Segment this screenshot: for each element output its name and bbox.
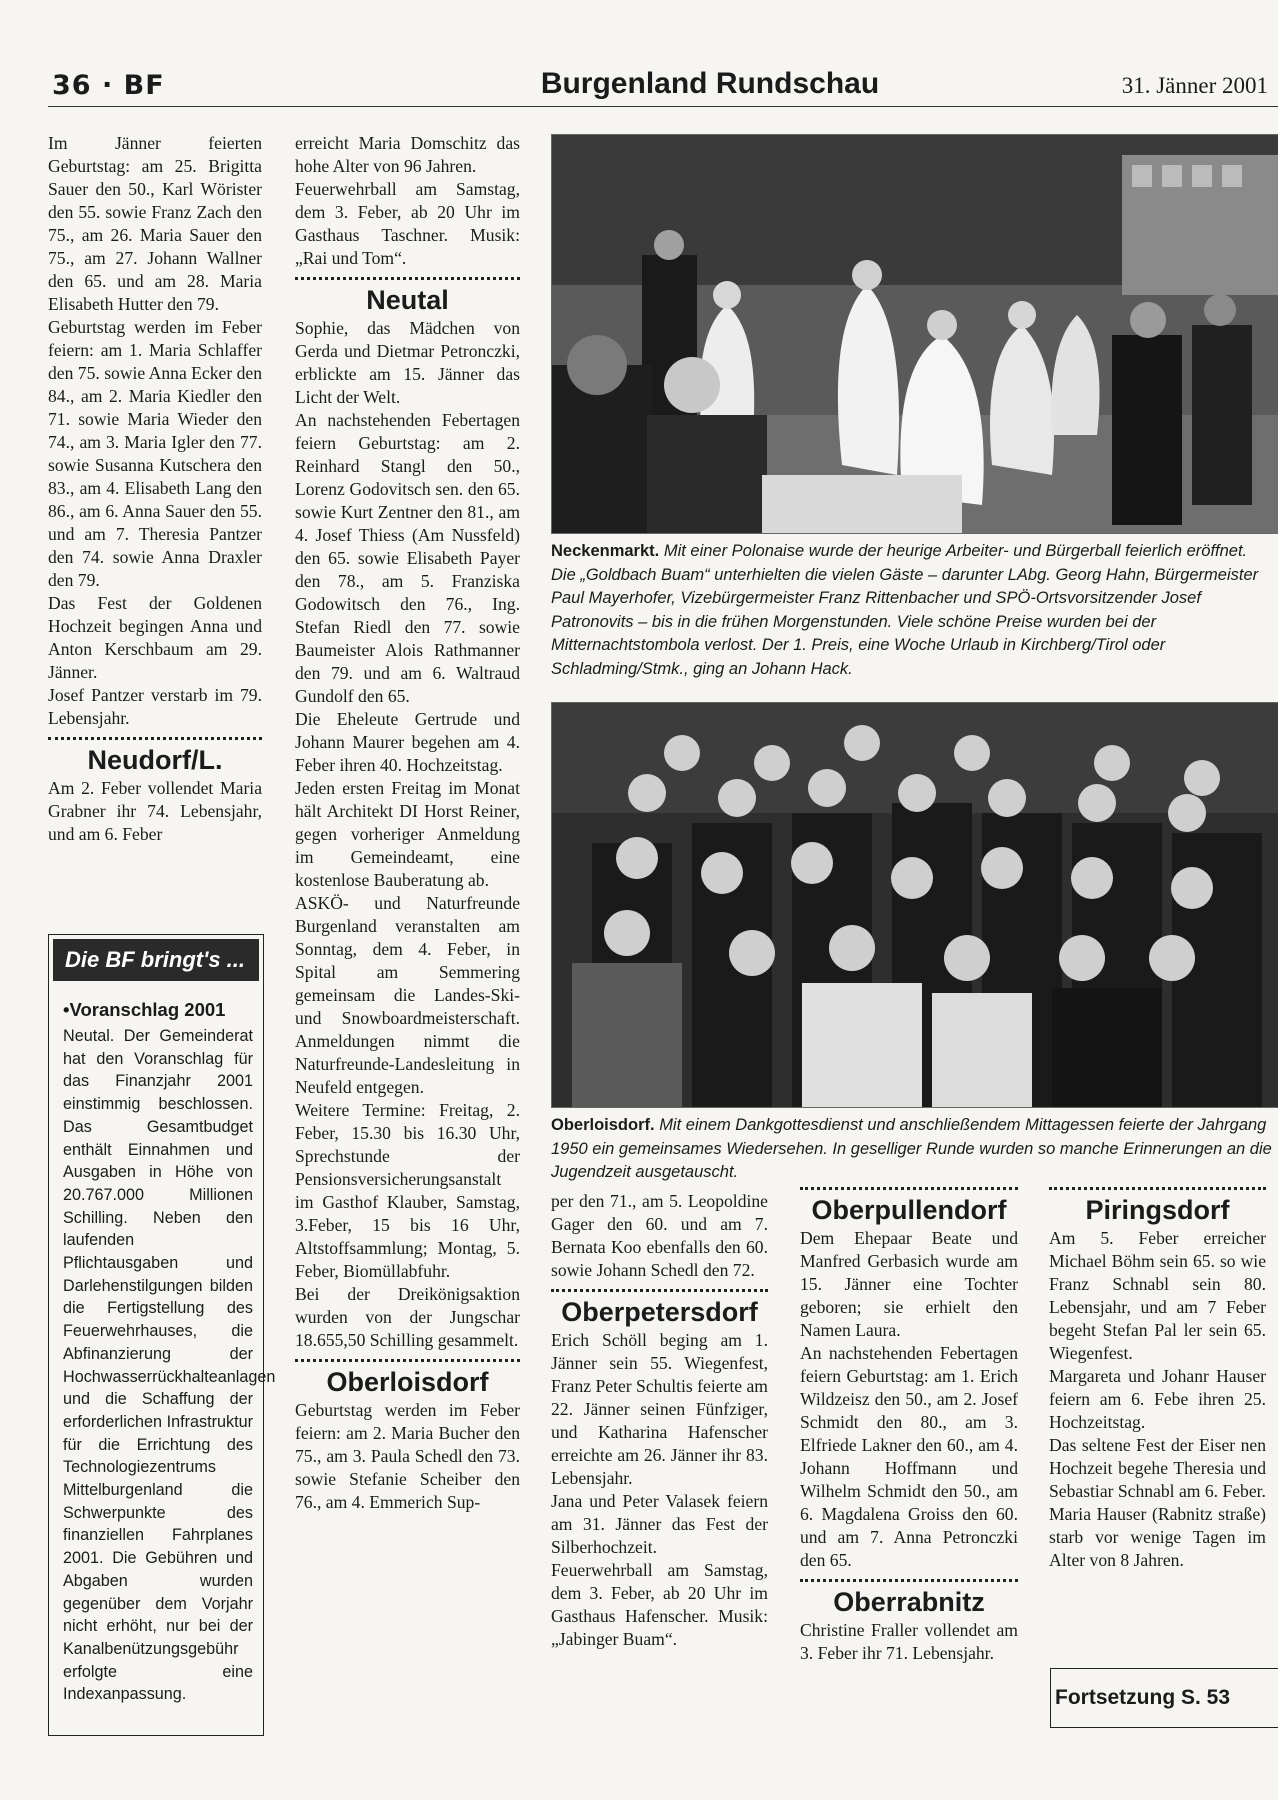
dotted-divider: [295, 277, 520, 280]
article-paragraph: Weitere Termine: Freitag, 2. Feber, 15.30 bis 16.30 Uhr, Sprechstunde der Pensionsversicherungsanstalt im Gasthof Klauber, Samstag, 3.Feber, 15 bis 16 Uhr, Altstoffsammlung; Montag, 5. Feber, Biomüllabfuhr.: [295, 1100, 520, 1281]
dotted-divider: [1049, 1187, 1266, 1190]
dotted-divider: [295, 1359, 520, 1362]
article-paragraph: Jana und Peter Valasek feiern am 31. Jänner das Fest der Silberhochzeit.: [551, 1491, 768, 1557]
article-paragraph: Sophie, das Mädchen von Gerda und Dietmar Petronczki, erblickte am 15. Jänner das Licht der Welt.: [295, 318, 520, 407]
article-paragraph: Am 5. Feber erreicher Michael Böhm sein 65. so wie Franz Schnabl sein 80. Lebensjahr, und am 7 Feber begeht Stefan Pal ler sein 65. Wiegenfest.: [1049, 1228, 1266, 1363]
section-heading-oberpetersdorf: Oberpetersdorf: [561, 1297, 758, 1327]
issue-date: 31. Jänner 2001: [1121, 73, 1268, 98]
article-paragraph: Im Jänner feierten Geburtstag: am 25. Brigitta Sauer den 50., Karl Wörister den 55. sowie Franz Zach den 75., am 26. Maria Sauer den 75., am 27. Johann Wallner den 65. und am 28. Maria Elisabeth Hutter den 79.: [48, 133, 262, 314]
photo-ball-polonaise: [551, 134, 1278, 534]
section-heading-oberrabnitz: Oberrabnitz: [833, 1587, 985, 1617]
section-heading-oberloisdorf: Oberloisdorf: [326, 1367, 489, 1397]
article-paragraph: Feuerwehrball am Samstag, dem 3. Feber, ab 20 Uhr im Gasthaus Hafenscher. Musik: „Jabinger Buam“.: [551, 1560, 768, 1649]
info-box: [48, 934, 276, 1736]
caption-text: Mit einer Polonaise wurde der heurige Arbeiter- und Bürgerball feierlich eröffnet. Die „Goldbach Buam“ unterhielten die vielen Gäste – darunter LAbg. Georg Hahn, Bürgermeister Paul Mayerhofer, Vizebürgermeister Franz Rittenbacher und SPÖ-Ortsvorsitzender Josef Patronovits – bis in die frühen Morgenstunden. Viele schöne Preise wurden bei der Mitternachtstombola verlost. Der 1. Preis, eine Woche Urlaub in Kirchberg/Tirol oder Schladming/Stmk., ging an Johann Hack.: [551, 542, 1259, 678]
article-paragraph: Erich Schöll beging am 1. Jänner sein 55. Wiegenfest, Franz Peter Schultis feierte am 22. Jänner seinen Fünfziger, und Katharina Hafenscher erreichte am 26. Jänner ihr 83. Lebensjahr.: [551, 1330, 768, 1488]
newspaper-title: Burgenland Rundschau: [540, 67, 880, 100]
article-paragraph: Geburtstag werden im Feber feiern: am 1. Maria Schlaffer den 75. sowie Anna Ecker den 84., am 2. Maria Kiedler den 71. sowie Maria Wieder den 74., am 3. Maria Igler den 77. sowie Susanna Kutschera den 83., am 4. Elisabeth Lang den 86., am 6. Anna Sauer den 55. und am 7. Theresia Pantzer den 74. sowie Anna Draxler den 79.: [48, 317, 262, 590]
page-number: 36 · BF: [52, 70, 165, 101]
section-heading-piringsdorf: Piringsdorf: [1085, 1195, 1230, 1225]
article-paragraph: An nachstehenden Febertagen feiern Geburtstag: am 2. Reinhard Stangl den 50., Lorenz Godovitsch sen. den 65. sowie Kurt Zentner den 81., am 4. Josef Thiess (Am Nussfeld) den 65. sowie Elisabeth Payer den 78., am 5. Franziska Godowitsch den 76., Ing. Stefan Riedl den 77. sowie Baumeister Alois Rathmanner den 79. und am 6. Waltraud Gundolf den 65.: [295, 410, 520, 706]
section-heading-neutal: Neutal: [366, 285, 449, 315]
article-paragraph: ASKÖ- und Naturfreunde Burgenland veranstalten am Sonntag, dem 4. Feber, in Spital am Semmering gemeinsam die Landes-Ski- und Snowboardmeisterschaft. Anmeldungen nimmt die Naturfreunde-Landesleitung in Neufeld entgegen.: [295, 893, 520, 1097]
photo-2-caption: [551, 1114, 1275, 1185]
photo-ball-image: [552, 135, 1278, 533]
column-4: [800, 1180, 1018, 1665]
dotted-divider: [551, 1289, 768, 1292]
info-box-text: Neutal. Der Gemeinderat hat den Voranschlag für das Finanzjahr 2001 einstimmig beschlossen. Das Gesamtbudget enthält Einnahmen und Ausgaben in Höhe von 20.767.000 Millionen Schilling. Neben den laufenden Pflichtausgaben und Darlehenstilgungen bilden die Fertigstellung des Feuerwehrhauses, die Abfinanzierung der Hochwasserrückhalteanlagen und die Schaffung der erforderlichen Infrastruktur für die Errichtung des Technologiezentrums Mittelburgenland die Schwerpunkte des finanziellen Fahrplanes 2001. Die Gebühren und Abgaben wurden gegenüber dem Vorjahr nicht erhöht, nur bei der Kanalbenützungsgebühr erfolgte eine Indexanpassung.: [63, 1027, 276, 1704]
caption-place: Neckenmarkt.: [551, 542, 660, 560]
section-heading-neudorf: Neudorf/L.: [87, 745, 223, 775]
section-heading-oberpullendorf: Oberpullendorf: [811, 1195, 1007, 1225]
photo-1-caption: [551, 540, 1275, 681]
article-paragraph: An nachstehenden Febertagen feiern Geburtstag: am 1. Erich Wildzeisz den 50., am 2. Josef Schmidt den 80., am 3. Elfriede Lakner den 60., am 4. Johann Hoffmann und Wilhelm Schmidt den 50., am 6. Magdalena Groiss den 60. und am 7. Anna Petronczki den 65.: [800, 1343, 1018, 1570]
dotted-divider: [48, 737, 262, 740]
article-paragraph: Jeden ersten Freitag im Monat hält Architekt DI Horst Reiner, gegen vorheriger Anmeldung im Gemeindeamt, eine kostenlose Bauberatung ab.: [295, 778, 520, 890]
info-box-subtitle: •Voranschlag 2001: [63, 999, 226, 1020]
dotted-divider: [800, 1579, 1018, 1582]
photo-group-image: [552, 703, 1278, 1107]
column-3: [551, 1190, 768, 1651]
article-paragraph: erreicht Maria Domschitz das hohe Alter von 96 Jahren.: [295, 133, 520, 176]
article-paragraph: Die Eheleute Gertrude und Johann Maurer begehen am 4. Feber ihren 40. Hochzeitstag.: [295, 709, 520, 775]
photo-group: [551, 702, 1278, 1108]
article-paragraph: Dem Ehepaar Beate und Manfred Gerbasich wurde am 15. Jänner eine Tochter geboren; sie erhielt den Namen Laura.: [800, 1228, 1018, 1340]
column-2: [295, 132, 520, 1514]
info-box-title: Die BF bringt's ...: [53, 939, 259, 981]
caption-text: Mit einem Dankgottesdienst und anschließendem Mittagessen feierte der Jahrgang 1950 ein gemeinsames Wiedersehen. In geselliger Runde wurden so manche Erinnerungen an die Jugendzeit ausgetauscht.: [551, 1116, 1272, 1181]
article-paragraph: Am 2. Feber vollendet Maria Grabner ihr 74. Lebensjahr, und am 6. Feber: [48, 778, 262, 844]
article-paragraph: Feuerwehrball am Samstag, dem 3. Feber, ab 20 Uhr im Gasthaus Taschner. Musik: „Rai und Tom“.: [295, 179, 520, 268]
header-rule: [48, 106, 1278, 107]
column-5: [1049, 1180, 1266, 1572]
article-paragraph: Margareta und Johanr Hauser feiern am 6. Febe ihren 25. Hochzeitstag.: [1049, 1366, 1266, 1432]
article-paragraph: Bei der Dreikönigsaktion wurden von der Jungschar 18.655,50 Schilling gesammelt.: [295, 1284, 520, 1350]
article-paragraph: Maria Hauser (Rabnitz straße) starb vor wenige Tagen im Alter von 8 Jahren.: [1049, 1504, 1266, 1570]
column-1: [48, 132, 262, 846]
article-paragraph: Das Fest der Goldenen Hochzeit begingen Anna und Anton Kerschbaum am 29. Jänner.: [48, 593, 262, 682]
dotted-divider: [800, 1187, 1018, 1190]
article-paragraph: Das seltene Fest der Eiser nen Hochzeit begehe Theresia und Sebastiar Schnabl am 6. Feber.: [1049, 1435, 1266, 1501]
article-paragraph: Geburtstag werden im Feber feiern: am 2. Maria Bucher den 75., am 3. Paula Schedl den 73. sowie Stefanie Scheiber den 76., am 4. Emmerich Sup-: [295, 1400, 520, 1512]
article-paragraph: Christine Fraller vollendet am 3. Feber ihr 71. Lebensjahr.: [800, 1620, 1018, 1663]
continuation-box: Fortsetzung S. 53: [1050, 1668, 1278, 1728]
article-paragraph: Josef Pantzer verstarb im 79. Lebensjahr.: [48, 685, 262, 728]
caption-place: Oberloisdorf.: [551, 1116, 655, 1134]
article-paragraph: per den 71., am 5. Leopoldine Gager den 60. und am 7. Bernata Koo ebenfalls den 60. sowie Johann Schedl den 72.: [551, 1191, 768, 1280]
